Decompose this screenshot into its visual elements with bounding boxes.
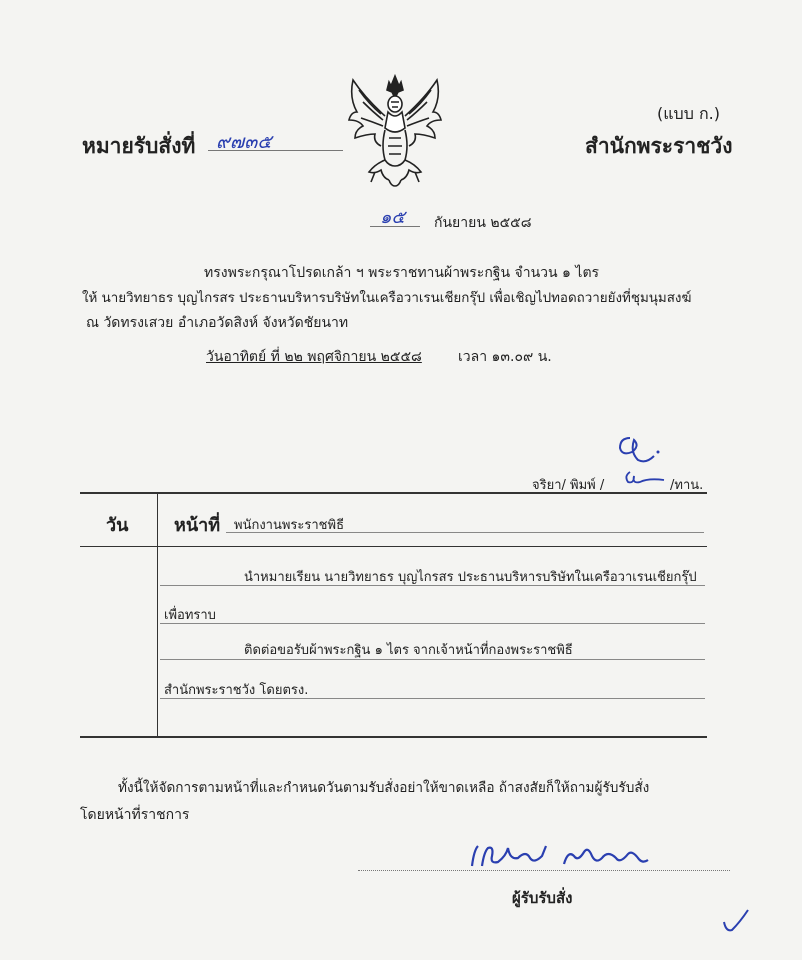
clerk-prefix: จริยา/ พิมพ์ / (532, 478, 605, 493)
table-header-duty: หน้าที่ (174, 515, 221, 536)
table-row-3-line (160, 659, 705, 660)
handwritten-initials-icon (612, 432, 662, 468)
duty-value: พนักงานพระราชพิธี (234, 518, 345, 533)
table-row-1: นำหมายเรียน นายวิทยาธร บุญไกรสร ประธานบริหารบริษัทในเครือวาเรนเชียกรุ๊ป (244, 570, 697, 585)
table-header-day: วัน (106, 515, 129, 536)
body-line-2: ให้ นายวิทยาธร บุญไกรสร ประธานบริหารบริษัทในเครือวาเรนเชียกรุ๊ป เพื่อเชิญไปทอดถวายยังที่ชุมนุมสงฆ์ (82, 291, 692, 306)
table-row-4: สำนักพระราชวัง โดยตรง. (164, 683, 309, 698)
date-day: ๑๕ (380, 207, 406, 228)
duty-value-line (226, 532, 704, 533)
signature-icon (460, 836, 660, 878)
body-line-3: ณ วัดทรงเสวย อำเภอวัดสิงห์ จังหวัดชัยนาท (86, 315, 349, 331)
signer-label: ผู้รับรับสั่ง (512, 889, 573, 907)
table-header-divider (80, 546, 707, 547)
clerk-initials-icon (620, 468, 668, 490)
schedule-time: เวลา ๑๓.๐๙ น. (458, 349, 552, 365)
duty-table (80, 492, 707, 738)
date-day-line (370, 226, 420, 227)
signature-line (358, 870, 730, 871)
table-row-3: ติดต่อขอรับผ้าพระกฐิน ๑ ไตร จากเจ้าหน้าที่กองพระราชพิธี (244, 643, 573, 658)
table-row-4-line (160, 698, 705, 699)
date-month-year: กันยายน ๒๕๕๘ (434, 215, 532, 231)
handwritten-check-icon (718, 906, 754, 936)
table-row-1-line (160, 585, 705, 586)
order-number-line (208, 150, 343, 151)
body-line-1: ทรงพระกรุณาโปรดเกล้า ฯ พระราชทานผ้าพระกฐิน จำนวน ๑ ไตร (204, 265, 600, 281)
table-row-2: เพื่อทราบ (164, 608, 216, 623)
footer-line-1: ทั้งนี้ให้จัดการตามหน้าที่และกำหนดวันตามรับสั่งอย่าให้ขาดเหลือ ถ้าสงสัยก็ให้ถามผู้รับรับสั่ง (118, 780, 650, 796)
form-type-label: (แบบ ก.) (657, 104, 720, 123)
footer-line-2: โดยหน้าที่ราชการ (80, 807, 190, 823)
office-title: สำนักพระราชวัง (585, 134, 733, 158)
order-label: หมายรับสั่งที่ (82, 134, 196, 158)
table-row-2-line (160, 623, 705, 624)
table-divider (157, 494, 158, 736)
order-number: ๙๗๓๕ (216, 131, 272, 153)
schedule-date: วันอาทิตย์ ที่ ๒๒ พฤศจิกายน ๒๕๕๘ (206, 349, 422, 365)
clerk-suffix: /ทาน. (670, 478, 704, 493)
garuda-emblem-icon (345, 68, 445, 190)
